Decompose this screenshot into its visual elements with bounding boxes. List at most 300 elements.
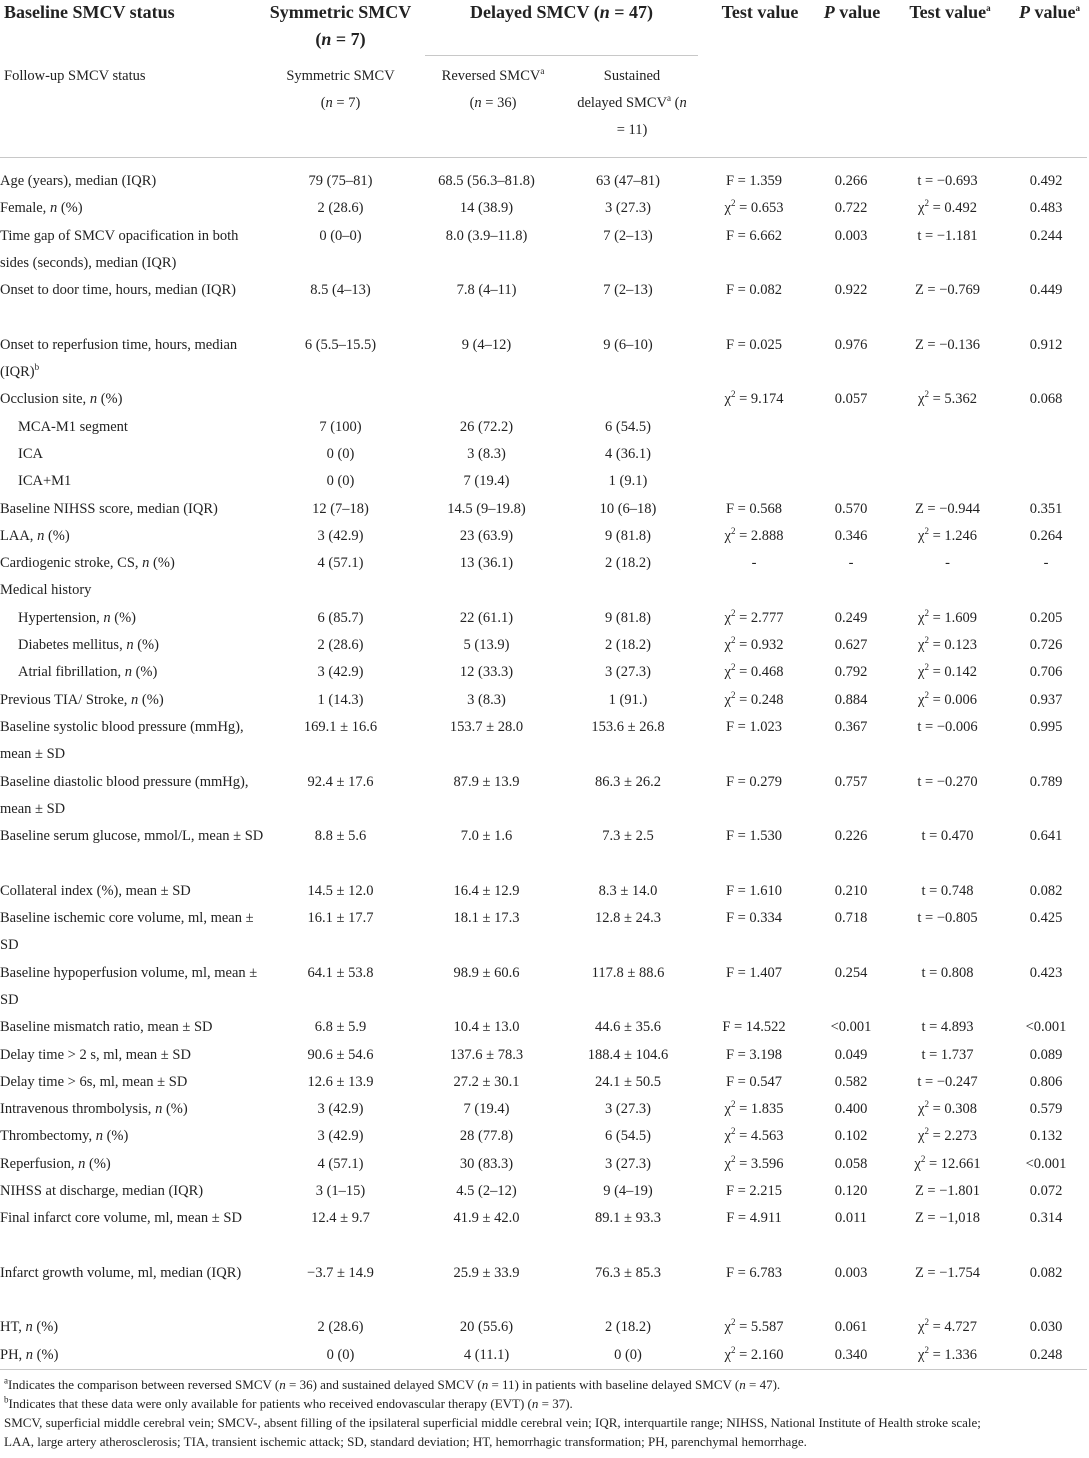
cell-p-value-a: 0.449 bbox=[1029, 282, 1063, 299]
cell-reversed: 41.9 ± 42.0 bbox=[453, 1210, 520, 1227]
cell-reversed: 153.7 ± 28.0 bbox=[449, 718, 524, 735]
cell-test-value: F = 4.911 bbox=[726, 1210, 782, 1227]
cell-symmetric: 3 (1–15) bbox=[315, 1182, 366, 1199]
cell-p-value-a: 0.789 bbox=[1029, 773, 1063, 790]
cell-p-value: 0.718 bbox=[834, 910, 868, 927]
table-row bbox=[0, 1314, 1087, 1341]
cell-test-value: F = 0.568 bbox=[725, 500, 783, 517]
cell-reversed: 7 (19.4) bbox=[463, 473, 510, 490]
cell-sustained: 0 (0) bbox=[614, 1346, 642, 1363]
cell-test-value-a: t = −0.805 bbox=[917, 910, 978, 927]
cell-test-value-a: $\chi^2 = 1.336$ bbox=[918, 1344, 977, 1363]
header-delayed-group: Delayed SMCV (n = 47) bbox=[470, 2, 653, 22]
cell-test-value: F = 2.215 bbox=[725, 1182, 783, 1199]
cell-p-value: 0.249 bbox=[834, 609, 868, 626]
cell-p-value-a: 0.205 bbox=[1029, 609, 1063, 626]
table-row bbox=[0, 1042, 1087, 1069]
cell-test-value: $\chi^2 = 0.932$ bbox=[724, 635, 784, 654]
cell-reversed: 137.6 ± 78.3 bbox=[449, 1046, 524, 1063]
cell-sustained: 3 (27.3) bbox=[605, 1155, 651, 1172]
cell-p-value-a bbox=[1005, 468, 1087, 495]
cell-p-value-a: 0.089 bbox=[1029, 1046, 1063, 1063]
cell-test-value: $\chi^2 = 5.587$ bbox=[724, 1317, 784, 1336]
cell-p-value: 0.226 bbox=[834, 828, 868, 845]
cell-test-value: F = 1.530 bbox=[725, 828, 783, 845]
cell-symmetric: 1 (14.3) bbox=[317, 691, 364, 708]
cell-symmetric: 6.8 ± 5.9 bbox=[314, 1019, 367, 1036]
table-row bbox=[0, 1123, 1087, 1150]
cell-test-value: $\chi^2 = 3.596$ bbox=[724, 1153, 784, 1172]
table-row bbox=[0, 632, 1087, 659]
header-test-value-a: Test value$^a$ bbox=[909, 2, 991, 22]
cell-reversed: 7 (19.4) bbox=[463, 1101, 510, 1118]
cell-p-value-a: 0.492 bbox=[1029, 173, 1063, 189]
cell-p-value: 0.922 bbox=[834, 282, 868, 299]
cell-p-value: 0.003 bbox=[834, 1264, 868, 1281]
header-p-value: P value bbox=[823, 2, 881, 22]
cell-symmetric bbox=[268, 577, 413, 604]
cell-p-value: 0.792 bbox=[834, 664, 868, 681]
cell-symmetric: 14.5 ± 12.0 bbox=[307, 882, 374, 899]
cell-test-value: F = 1.407 bbox=[725, 964, 783, 981]
cell-test-value-a: $\chi^2 = 12.661$ bbox=[914, 1153, 981, 1172]
cell-p-value: 0.210 bbox=[834, 882, 868, 899]
cell-sustained: 2 (18.2) bbox=[605, 637, 651, 654]
cell-p-value: 0.049 bbox=[834, 1046, 868, 1063]
cell-reversed bbox=[413, 386, 560, 413]
cell-p-value: 0.367 bbox=[834, 718, 868, 735]
row-label: Hypertension, n (%) bbox=[18, 609, 136, 626]
cell-p-value-a: 0.425 bbox=[1029, 910, 1063, 927]
cell-symmetric: 0 (0) bbox=[326, 473, 355, 490]
cell-test-value-a: $\chi^2 = 0.308$ bbox=[918, 1099, 977, 1118]
cell-reversed: 7.8 (4–11) bbox=[456, 282, 517, 299]
row-label: PH, n (%) bbox=[0, 1346, 59, 1363]
cell-test-value: F = 1.023 bbox=[725, 718, 783, 735]
cell-symmetric: 4 (57.1) bbox=[317, 1155, 364, 1172]
cell-p-value bbox=[812, 441, 890, 468]
cell-test-value-a: $\chi^2 = 0.142$ bbox=[918, 662, 977, 681]
cell-sustained: 12.8 ± 24.3 bbox=[595, 910, 661, 927]
table-row bbox=[0, 905, 1087, 960]
cell-p-value-a: 0.248 bbox=[1029, 1346, 1063, 1363]
cell-p-value bbox=[812, 577, 890, 604]
cell-symmetric: 6 (5.5–15.5) bbox=[304, 336, 377, 353]
cell-p-value: 0.011 bbox=[834, 1210, 868, 1227]
cell-sustained bbox=[560, 386, 696, 413]
cell-reversed: 3 (8.3) bbox=[467, 445, 506, 462]
cell-symmetric: 3 (42.9) bbox=[317, 1128, 364, 1145]
cell-symmetric: 90.6 ± 54.6 bbox=[307, 1046, 374, 1063]
row-label: Atrial fibrillation, n (%) bbox=[18, 664, 158, 681]
row-label: NIHSS at discharge, median (IQR) bbox=[0, 1182, 204, 1199]
cell-sustained: 1 (9.1) bbox=[608, 473, 648, 490]
cell-reversed: 4.5 (2–12) bbox=[456, 1182, 517, 1199]
row-label: Delay time > 6s, ml, mean ± SD bbox=[0, 1073, 188, 1090]
cell-symmetric: 169.1 ± 16.6 bbox=[303, 718, 378, 735]
cell-p-value: 0.400 bbox=[834, 1101, 868, 1118]
cell-test-value-a: $\chi^2 = 0.006$ bbox=[918, 689, 977, 708]
cell-p-value-a: 0.030 bbox=[1029, 1319, 1063, 1336]
cell-symmetric: 6 (85.7) bbox=[317, 609, 364, 626]
cell-reversed bbox=[413, 577, 560, 604]
cell-test-value-a: t = −0.693 bbox=[917, 173, 978, 189]
table-row bbox=[0, 496, 1087, 523]
cell-test-value-a: t = −0.270 bbox=[917, 773, 978, 790]
cell-p-value: <0.001 bbox=[830, 1019, 872, 1036]
cell-test-value-a: $\chi^2 = 0.123$ bbox=[918, 635, 977, 654]
cell-sustained: 89.1 ± 93.3 bbox=[595, 1210, 661, 1227]
cell-test-value: $\chi^2 = 0.468$ bbox=[724, 662, 784, 681]
table-row bbox=[0, 168, 1087, 195]
table-row bbox=[0, 659, 1087, 686]
cell-symmetric: 79 (75–81) bbox=[308, 173, 373, 189]
cell-sustained: 7.3 ± 2.5 bbox=[602, 828, 654, 845]
cell-p-value-a: 0.351 bbox=[1029, 500, 1063, 517]
cell-test-value-a: t = 4.893 bbox=[921, 1019, 974, 1036]
cell-sustained: 8.3 ± 14.0 bbox=[598, 882, 658, 899]
header-p-value-a: P value$^a$ bbox=[1018, 2, 1080, 22]
cell-p-value-a: 0.641 bbox=[1029, 828, 1063, 845]
cell-symmetric: 0 (0–0) bbox=[319, 227, 362, 244]
cell-test-value-a: $\chi^2 = 2.273$ bbox=[918, 1126, 977, 1145]
cell-test-value-a: $\chi^2 = 4.727$ bbox=[918, 1317, 977, 1336]
cell-p-value-a: <0.001 bbox=[1025, 1155, 1067, 1172]
cell-p-value-a: 0.937 bbox=[1029, 691, 1063, 708]
cell-symmetric: 12 (7–18) bbox=[312, 500, 369, 517]
header-test-value: Test value bbox=[721, 2, 799, 22]
cell-symmetric: 16.1 ± 17.7 bbox=[307, 910, 374, 927]
cell-p-value-a: 0.706 bbox=[1029, 664, 1063, 681]
cell-reversed: 4 (11.1) bbox=[463, 1346, 510, 1363]
cell-test-value: F = 6.783 bbox=[725, 1264, 783, 1281]
cell-test-value: $\chi^2 = 2.777$ bbox=[724, 607, 784, 626]
cell-reversed: 13 (36.1) bbox=[459, 555, 514, 572]
table-row bbox=[0, 687, 1087, 714]
cell-test-value: F = 14.522 bbox=[722, 1019, 786, 1036]
table-row bbox=[0, 605, 1087, 632]
cell-p-value-a bbox=[1005, 441, 1087, 468]
row-label: Baseline diastolic blood pressure (mmHg), mean ± SD bbox=[0, 773, 249, 817]
cell-p-value: 0.340 bbox=[834, 1346, 868, 1363]
cell-reversed: 28 (77.8) bbox=[459, 1128, 514, 1145]
cell-reversed: 3 (8.3) bbox=[467, 691, 506, 708]
cell-sustained: 76.3 ± 85.3 bbox=[595, 1264, 661, 1281]
cell-symmetric: 8.8 ± 5.6 bbox=[314, 828, 367, 845]
table-row bbox=[0, 523, 1087, 550]
footnotes bbox=[4, 1375, 1084, 1451]
cell-p-value: - bbox=[848, 555, 854, 572]
cell-p-value: 0.722 bbox=[834, 200, 868, 217]
cell-sustained: 6 (54.5) bbox=[605, 418, 651, 435]
cell-test-value-a: t = 0.748 bbox=[921, 882, 974, 899]
cell-p-value-a: 0.995 bbox=[1029, 718, 1063, 735]
cell-sustained: 7 (2–13) bbox=[603, 282, 653, 299]
table-row bbox=[0, 1014, 1087, 1041]
cell-sustained: 10 (6–18) bbox=[599, 500, 657, 517]
row-label: Thrombectomy, n (%) bbox=[0, 1128, 129, 1145]
cell-test-value-a: Z = −1.801 bbox=[914, 1182, 981, 1199]
row-label: HT, n (%) bbox=[0, 1319, 59, 1336]
table-row bbox=[0, 550, 1087, 577]
row-label: ICA+M1 bbox=[18, 473, 72, 490]
cell-symmetric: 64.1 ± 53.8 bbox=[307, 964, 374, 981]
cell-test-value: $\chi^2 = 2.888$ bbox=[724, 526, 784, 544]
cell-reversed: 5 (13.9) bbox=[463, 637, 510, 654]
table-row bbox=[0, 769, 1087, 824]
cell-test-value: $\chi^2 = 0.248$ bbox=[724, 689, 784, 708]
footnote-abbrev-1: SMCV, superficial middle cerebral vein; SMCV-, absent filling of the ipsilateral superficial middle cerebral vein; IQR, interquartile range; NIHSS, National Institute of Health stroke scale; bbox=[4, 1415, 981, 1430]
cell-test-value: - bbox=[751, 555, 757, 572]
cell-test-value-a: Z = −0.944 bbox=[914, 500, 981, 517]
cell-symmetric: 4 (57.1) bbox=[317, 555, 364, 572]
table-row bbox=[0, 1069, 1087, 1096]
row-label: MCA-M1 segment bbox=[18, 418, 128, 435]
cell-p-value-a: 0.726 bbox=[1029, 637, 1063, 654]
cell-symmetric: 3 (42.9) bbox=[317, 664, 364, 681]
cell-sustained: 9 (81.8) bbox=[605, 527, 651, 544]
table-row bbox=[0, 414, 1087, 441]
cell-sustained: 9 (4–19) bbox=[603, 1182, 653, 1199]
cell-p-value: 0.254 bbox=[834, 964, 868, 981]
cell-sustained: 1 (91.) bbox=[608, 691, 648, 708]
cell-p-value-a bbox=[1005, 414, 1087, 441]
cell-test-value: $\chi^2 = 9.174$ bbox=[724, 389, 784, 408]
cell-p-value-a: 0.264 bbox=[1029, 527, 1063, 544]
cell-test-value: F = 0.025 bbox=[725, 336, 783, 353]
footnote-b: $^b$Indicates that these data were only available for patients who received endovascular therapy (EVT) (n = 37). bbox=[4, 1394, 573, 1411]
cell-sustained: 3 (27.3) bbox=[605, 1101, 651, 1118]
row-label: LAA, n (%) bbox=[0, 527, 70, 544]
cell-test-value-a bbox=[890, 441, 1005, 468]
cell-p-value: 0.884 bbox=[834, 691, 868, 708]
row-label: Baseline mismatch ratio, mean ± SD bbox=[0, 1019, 213, 1036]
cell-reversed: 16.4 ± 12.9 bbox=[453, 882, 520, 899]
cell-test-value bbox=[696, 414, 812, 441]
cell-symmetric: 7 (100) bbox=[319, 418, 362, 435]
cell-p-value bbox=[812, 414, 890, 441]
cell-test-value: F = 0.334 bbox=[725, 910, 783, 927]
cell-sustained: 44.6 ± 35.6 bbox=[595, 1019, 661, 1036]
cell-reversed: 8.0 (3.9–11.8) bbox=[445, 227, 528, 244]
cell-sustained: 24.1 ± 50.5 bbox=[595, 1073, 661, 1090]
cell-symmetric bbox=[268, 386, 413, 413]
cell-reversed: 27.2 ± 30.1 bbox=[453, 1073, 520, 1090]
subheader-followup-status: Follow-up SMCV status bbox=[4, 68, 146, 84]
row-label: Cardiogenic stroke, CS, n (%) bbox=[0, 555, 175, 572]
row-label: ICA bbox=[18, 445, 43, 462]
cell-test-value: F = 1.610 bbox=[725, 882, 783, 899]
cell-symmetric: 3 (42.9) bbox=[317, 527, 364, 544]
cell-sustained: 153.6 ± 26.8 bbox=[591, 718, 665, 735]
table-row bbox=[0, 441, 1087, 468]
cell-sustained: 2 (18.2) bbox=[605, 555, 651, 572]
data-table bbox=[0, 168, 1087, 1369]
cell-sustained bbox=[560, 577, 696, 604]
cell-sustained: 86.3 ± 26.2 bbox=[595, 773, 661, 790]
row-label: Occlusion site, n (%) bbox=[0, 391, 123, 408]
table-row bbox=[0, 468, 1087, 495]
cell-symmetric: 92.4 ± 17.6 bbox=[307, 773, 374, 790]
cell-reversed: 22 (61.1) bbox=[459, 609, 514, 626]
cell-reversed: 68.5 (56.3–81.8) bbox=[438, 173, 535, 189]
row-label: Infarct growth volume, ml, median (IQR) bbox=[0, 1264, 242, 1281]
row-label: Time gap of SMCV opacification in both sides (seconds), median (IQR) bbox=[0, 227, 239, 271]
cell-test-value-a: $\chi^2 = 0.492$ bbox=[918, 198, 977, 217]
cell-sustained: 3 (27.3) bbox=[605, 664, 651, 681]
cell-reversed: 12 (33.3) bbox=[459, 664, 514, 681]
table-row bbox=[0, 1342, 1087, 1369]
cell-reversed: 30 (83.3) bbox=[459, 1155, 514, 1172]
cell-reversed: 26 (72.2) bbox=[459, 418, 514, 435]
cell-test-value bbox=[696, 577, 812, 604]
cell-reversed: 20 (55.6) bbox=[459, 1319, 514, 1336]
row-label: Baseline hypoperfusion volume, ml, mean ± SD bbox=[0, 964, 258, 1008]
cell-p-value: 0.120 bbox=[834, 1182, 868, 1199]
cell-test-value: $\chi^2 = 2.160$ bbox=[724, 1344, 784, 1363]
cell-test-value-a: Z = −0.769 bbox=[914, 282, 981, 299]
cell-reversed: 14 (38.9) bbox=[459, 200, 514, 217]
cell-reversed: 98.9 ± 60.6 bbox=[453, 964, 520, 981]
cell-sustained: 9 (81.8) bbox=[605, 609, 651, 626]
cell-sustained: 188.4 ± 104.6 bbox=[587, 1046, 669, 1063]
cell-test-value-a: t = −0.247 bbox=[917, 1073, 978, 1090]
cell-p-value: 0.061 bbox=[834, 1319, 868, 1336]
cell-symmetric: −3.7 ± 14.9 bbox=[307, 1264, 374, 1281]
table-row bbox=[0, 1096, 1087, 1123]
cell-symmetric: 8.5 (4–13) bbox=[310, 282, 371, 299]
table-row bbox=[0, 823, 1087, 878]
cell-p-value: 0.057 bbox=[834, 391, 868, 408]
cell-reversed: 87.9 ± 13.9 bbox=[453, 773, 520, 790]
cell-p-value-a: <0.001 bbox=[1025, 1019, 1067, 1036]
cell-test-value: $\chi^2 = 1.835$ bbox=[724, 1099, 784, 1118]
cell-symmetric: 2 (28.6) bbox=[317, 200, 364, 217]
cell-reversed: 7.0 ± 1.6 bbox=[460, 828, 513, 845]
cell-symmetric: 12.4 ± 9.7 bbox=[311, 1210, 370, 1227]
cell-test-value bbox=[696, 441, 812, 468]
cell-p-value-a: 0.423 bbox=[1029, 964, 1063, 981]
cell-test-value-a: Z = −1.754 bbox=[914, 1264, 981, 1281]
cell-p-value-a: 0.806 bbox=[1029, 1073, 1063, 1090]
cell-reversed: 25.9 ± 33.9 bbox=[453, 1264, 520, 1281]
row-label: Reperfusion, n (%) bbox=[0, 1155, 111, 1172]
cell-sustained: 117.8 ± 88.6 bbox=[591, 964, 665, 981]
cell-p-value: 0.582 bbox=[834, 1073, 868, 1090]
cell-p-value-a: 0.068 bbox=[1029, 391, 1063, 408]
cell-p-value: 0.627 bbox=[834, 637, 868, 654]
cell-test-value-a: - bbox=[945, 555, 950, 572]
table-row bbox=[0, 1205, 1087, 1260]
cell-test-value: F = 0.547 bbox=[725, 1073, 783, 1090]
cell-sustained: 63 (47–81) bbox=[595, 173, 661, 189]
row-label: Diabetes mellitus, n (%) bbox=[18, 637, 159, 654]
cell-p-value-a: 0.244 bbox=[1029, 227, 1063, 244]
cell-p-value-a: 0.314 bbox=[1029, 1210, 1063, 1227]
cell-reversed: 18.1 ± 17.3 bbox=[453, 910, 520, 927]
table-row bbox=[0, 1178, 1087, 1205]
cell-test-value: F = 6.662 bbox=[725, 227, 783, 244]
table-row bbox=[0, 223, 1087, 278]
table-bottom-rule bbox=[0, 1369, 1087, 1370]
cell-test-value: F = 3.198 bbox=[725, 1046, 783, 1063]
cell-test-value: F = 1.359 bbox=[725, 173, 783, 189]
cell-sustained: 4 (36.1) bbox=[605, 445, 651, 462]
cell-p-value-a: 0.082 bbox=[1029, 1264, 1063, 1281]
cell-test-value-a: t = −1.181 bbox=[917, 227, 978, 244]
cell-p-value: 0.757 bbox=[834, 773, 868, 790]
cell-p-value-a: 0.072 bbox=[1029, 1182, 1063, 1199]
cell-test-value-a bbox=[890, 414, 1005, 441]
row-label: Onset to reperfusion time, hours, median (IQR)$^b$ bbox=[0, 336, 238, 381]
cell-p-value-a: - bbox=[1043, 555, 1049, 572]
row-label: Baseline systolic blood pressure (mmHg), mean ± SD bbox=[0, 718, 244, 763]
table-row bbox=[0, 1151, 1087, 1178]
table-row bbox=[0, 195, 1087, 222]
row-label: Final infarct core volume, ml, mean ± SD bbox=[0, 1210, 242, 1227]
cell-test-value-a: t = 1.737 bbox=[921, 1046, 974, 1063]
cell-test-value-a: $\chi^2 = 5.362$ bbox=[918, 389, 977, 408]
cell-p-value: 0.266 bbox=[834, 173, 868, 189]
cell-p-value: 0.058 bbox=[834, 1155, 868, 1172]
cell-p-value-a: 0.082 bbox=[1029, 882, 1063, 899]
cell-reversed: 9 (4–12) bbox=[461, 336, 512, 353]
cell-sustained: 6 (54.5) bbox=[605, 1128, 651, 1145]
row-label: Female, n (%) bbox=[0, 200, 83, 217]
subheader-reversed: Reversed SMCV$^a$ (n = 36) bbox=[441, 66, 545, 111]
cell-symmetric: 2 (28.6) bbox=[317, 1319, 364, 1336]
cell-sustained: 2 (18.2) bbox=[605, 1319, 651, 1336]
cell-test-value-a: t = −0.006 bbox=[917, 718, 978, 735]
cell-symmetric: 3 (42.9) bbox=[317, 1101, 364, 1118]
cell-p-value bbox=[812, 468, 890, 495]
table-row bbox=[0, 1260, 1087, 1315]
header-bottom-rule bbox=[0, 157, 1087, 158]
footnote-abbrev-2: LAA, large artery atherosclerosis; TIA, transient ischemic attack; SD, standard deviation; HT, hemorrhagic transformation; PH, parenchymal hemorrhage. bbox=[4, 1434, 807, 1449]
cell-test-value-a bbox=[890, 468, 1005, 495]
cell-test-value-a bbox=[890, 577, 1005, 604]
cell-p-value-a: 0.912 bbox=[1029, 336, 1063, 353]
row-label: Collateral index (%), mean ± SD bbox=[0, 882, 191, 899]
cell-symmetric: 2 (28.6) bbox=[317, 637, 364, 654]
cell-test-value-a: Z = −1,018 bbox=[914, 1210, 981, 1227]
cell-reversed: 23 (63.9) bbox=[459, 527, 514, 544]
table-row bbox=[0, 277, 1087, 332]
row-label: Onset to door time, hours, median (IQR) bbox=[0, 282, 236, 299]
delayed-group-rule bbox=[425, 55, 698, 56]
table-row bbox=[0, 960, 1087, 1015]
cell-p-value: 0.003 bbox=[834, 227, 868, 244]
cell-test-value-a: $\chi^2 = 1.609$ bbox=[918, 607, 977, 626]
cell-p-value-a: 0.132 bbox=[1029, 1128, 1063, 1145]
header-baseline-status: Baseline SMCV status bbox=[4, 2, 175, 22]
cell-sustained: 9 (6–10) bbox=[603, 336, 653, 353]
cell-test-value-a: $\chi^2 = 1.246$ bbox=[918, 526, 977, 544]
cell-test-value: $\chi^2 = 4.563$ bbox=[724, 1126, 784, 1145]
row-label: Medical history bbox=[0, 582, 92, 599]
cell-test-value-a: Z = −0.136 bbox=[914, 336, 981, 353]
cell-sustained: 7 (2–13) bbox=[603, 227, 653, 244]
table-row bbox=[0, 878, 1087, 905]
row-label: Intravenous thrombolysis, n (%) bbox=[0, 1101, 188, 1118]
cell-symmetric: 0 (0) bbox=[326, 1346, 355, 1363]
cell-test-value-a: t = 0.470 bbox=[921, 828, 974, 845]
table-row bbox=[0, 386, 1087, 413]
cell-symmetric: 0 (0) bbox=[326, 445, 355, 462]
row-label: Baseline serum glucose, mmol/L, mean ± SD bbox=[0, 828, 264, 845]
cell-sustained: 3 (27.3) bbox=[605, 200, 651, 217]
cell-test-value: $\chi^2 = 0.653$ bbox=[724, 198, 784, 217]
